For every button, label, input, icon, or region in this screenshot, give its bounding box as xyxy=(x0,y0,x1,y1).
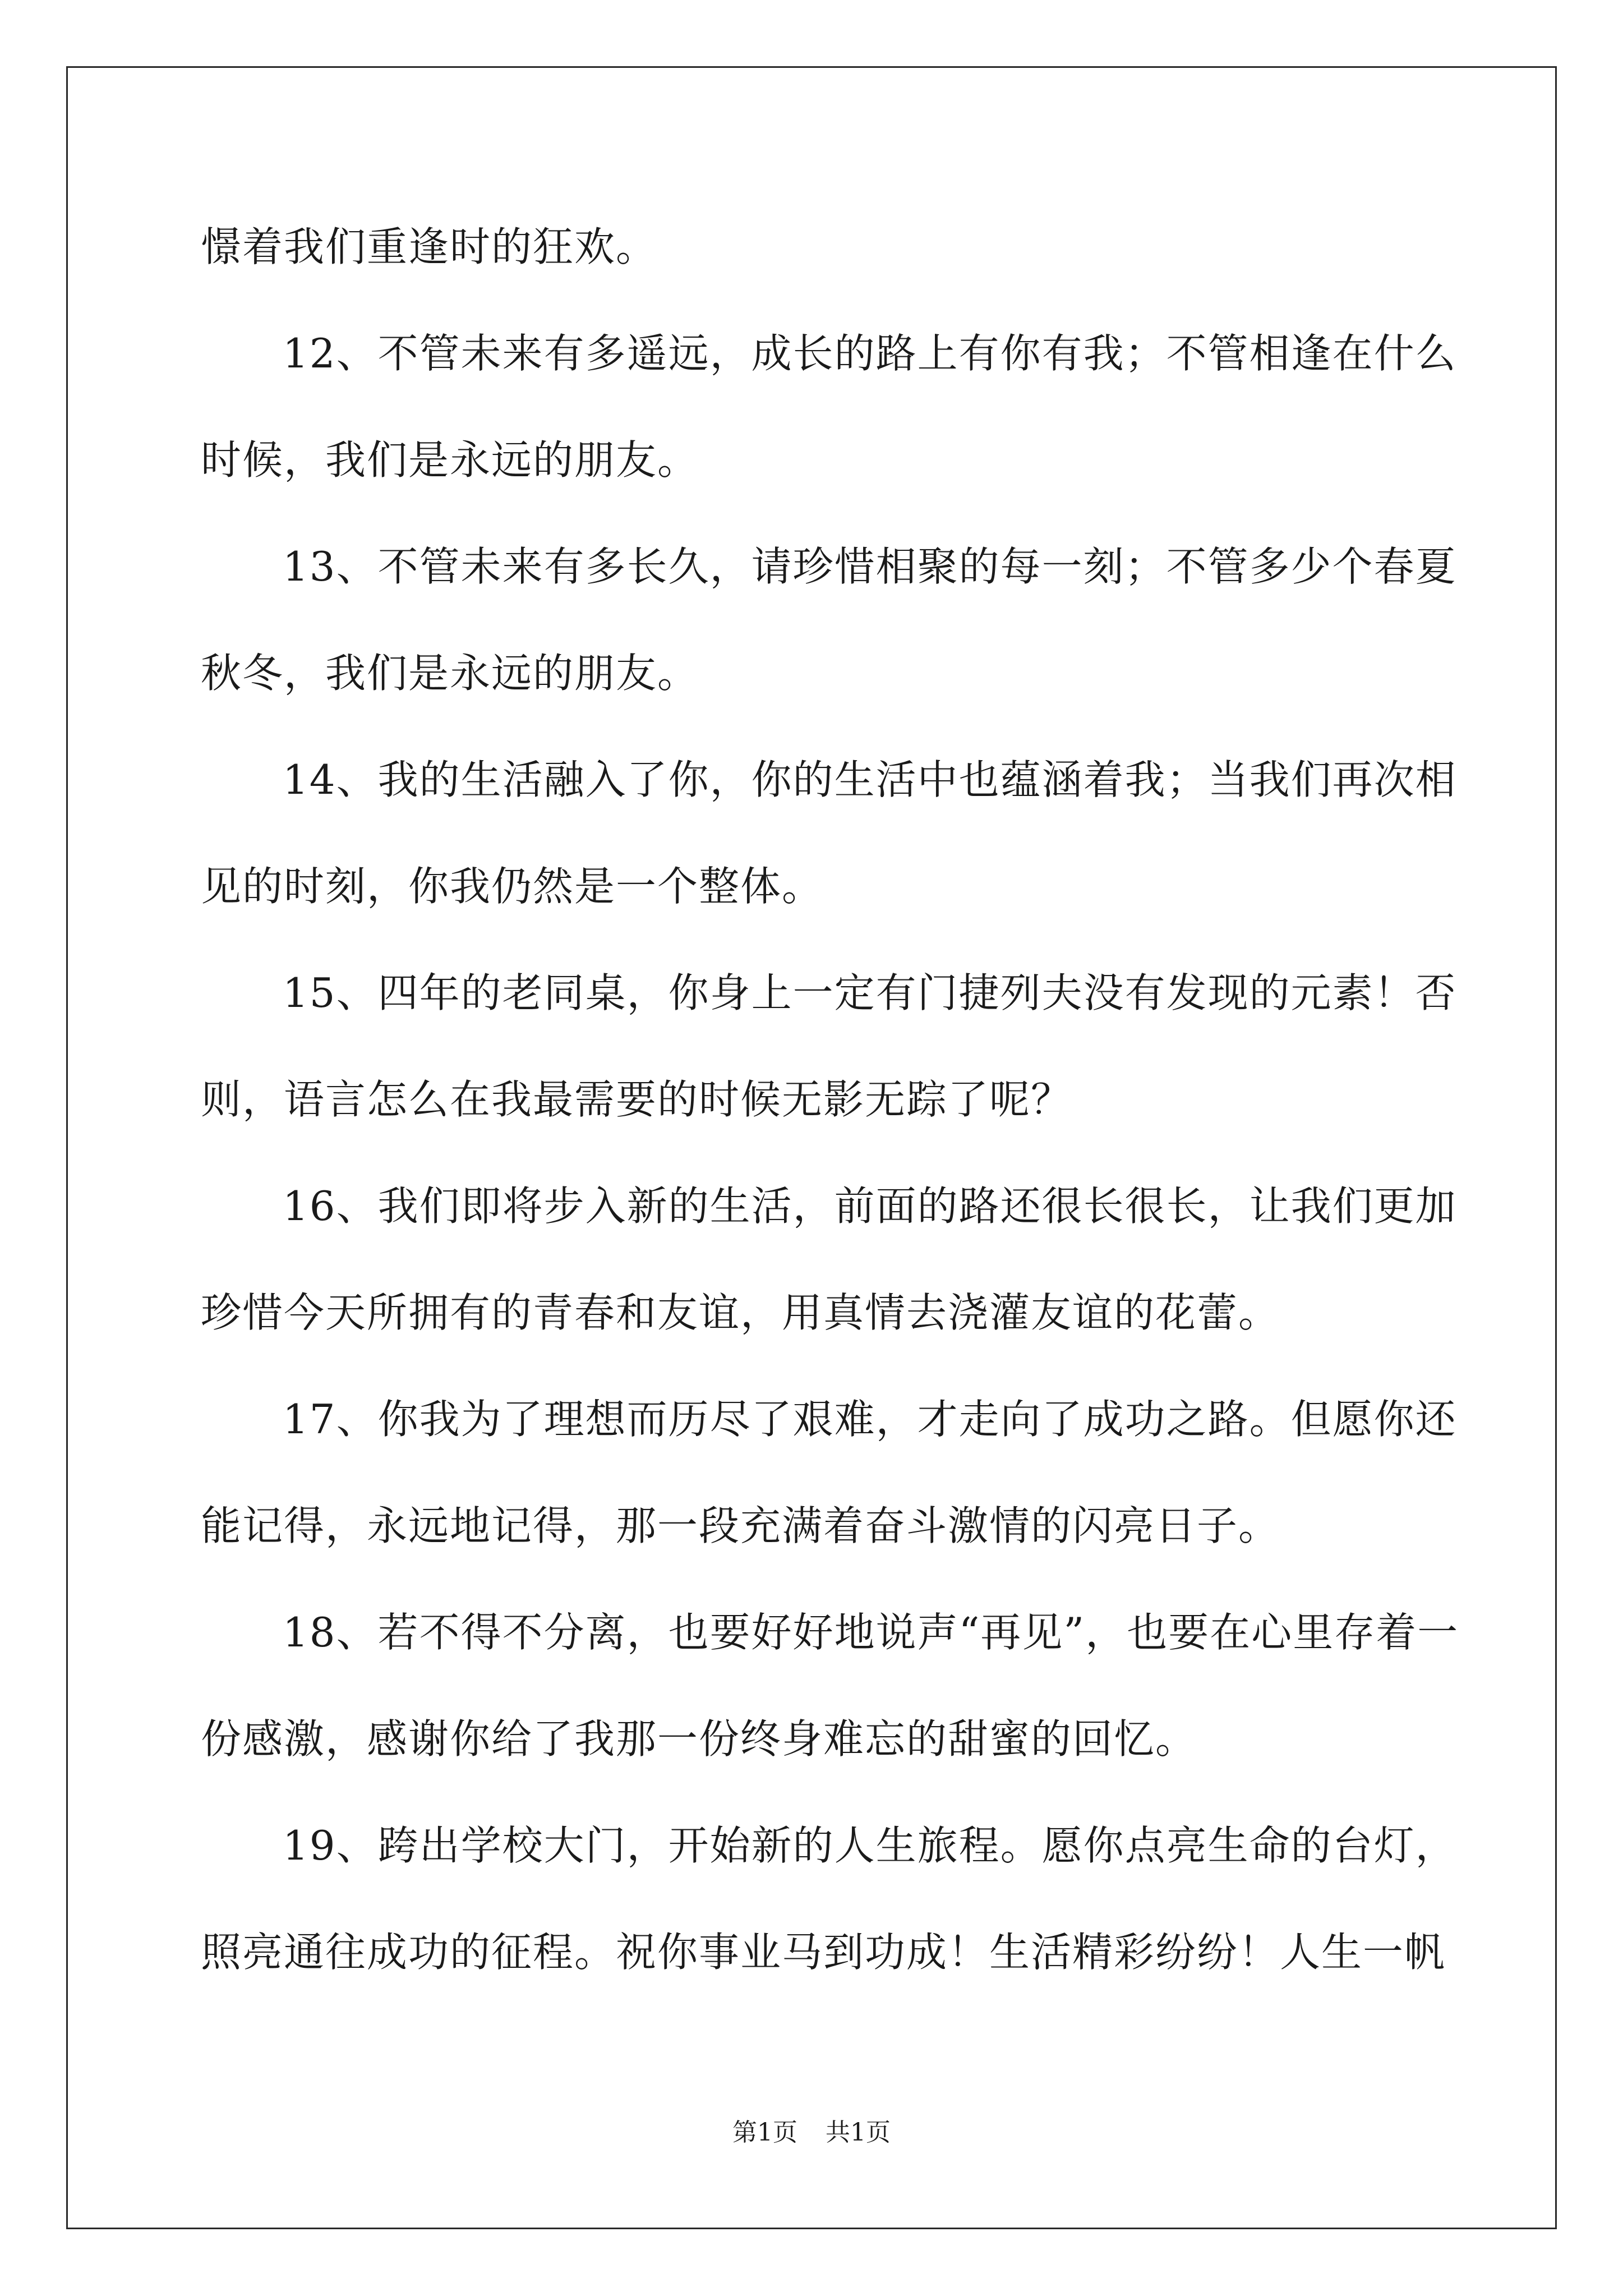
paragraph-13-line-1: 13、不管未来有多长久，请珍惜相聚的每一刻；不管多少个春夏 xyxy=(283,543,1457,590)
paragraph-18-line-1: 18、若不得不分离，也要好好地说声“再见”，也要在心里存着一 xyxy=(283,1609,1459,1656)
document-body xyxy=(201,222,1459,2033)
page-number-total: 共1页 xyxy=(826,2118,891,2147)
paragraph-13-line-2: 秋冬，我们是永远的朋友。 xyxy=(201,650,699,697)
text-line: 憬着我们重逢时的狂欢。 xyxy=(201,223,658,270)
page-footer xyxy=(0,2116,1623,2150)
paragraph-12-line-2: 时候，我们是永远的朋友。 xyxy=(201,436,699,484)
paragraph-15-line-2: 则，语言怎么在我最需要的时候无影无踪了呢？ xyxy=(201,1076,1073,1123)
paragraph-19-line-2: 照亮通往成功的征程。祝你事业马到功成！生活精彩纷纷！人生一帆 xyxy=(201,1929,1446,1976)
page-number-current: 第1页 xyxy=(732,2118,797,2147)
paragraph-14-line-2: 见的时刻，你我仍然是一个整体。 xyxy=(201,863,824,910)
paragraph-19-line-1: 19、跨出学校大门，开始新的人生旅程。愿你点亮生命的台灯， xyxy=(283,1822,1457,1869)
paragraph-17-line-1: 17、你我为了理想而历尽了艰难，才走向了成功之路。但愿你还 xyxy=(283,1396,1457,1443)
paragraph-18-line-2: 份感激，感谢你给了我那一份终身难忘的甜蜜的回忆。 xyxy=(201,1715,1197,1763)
paragraph-17-line-2: 能记得，永远地记得，那一段充满着奋斗激情的闪亮日子。 xyxy=(201,1502,1280,1549)
paragraph-14-line-1: 14、我的生活融入了你，你的生活中也蕴涵着我；当我们再次相 xyxy=(283,756,1457,803)
paragraph-15-line-1: 15、四年的老同桌，你身上一定有门捷列夫没有发现的元素！否 xyxy=(283,969,1457,1016)
paragraph-16-line-2: 珍惜今天所拥有的青春和友谊，用真情去浇灌友谊的花蕾。 xyxy=(201,1289,1280,1336)
paragraph-12-line-1: 12、不管未来有多遥远，成长的路上有你有我；不管相逢在什么 xyxy=(283,330,1457,377)
paragraph-16-line-1: 16、我们即将步入新的生活，前面的路还很长很长，让我们更加 xyxy=(283,1182,1457,1230)
